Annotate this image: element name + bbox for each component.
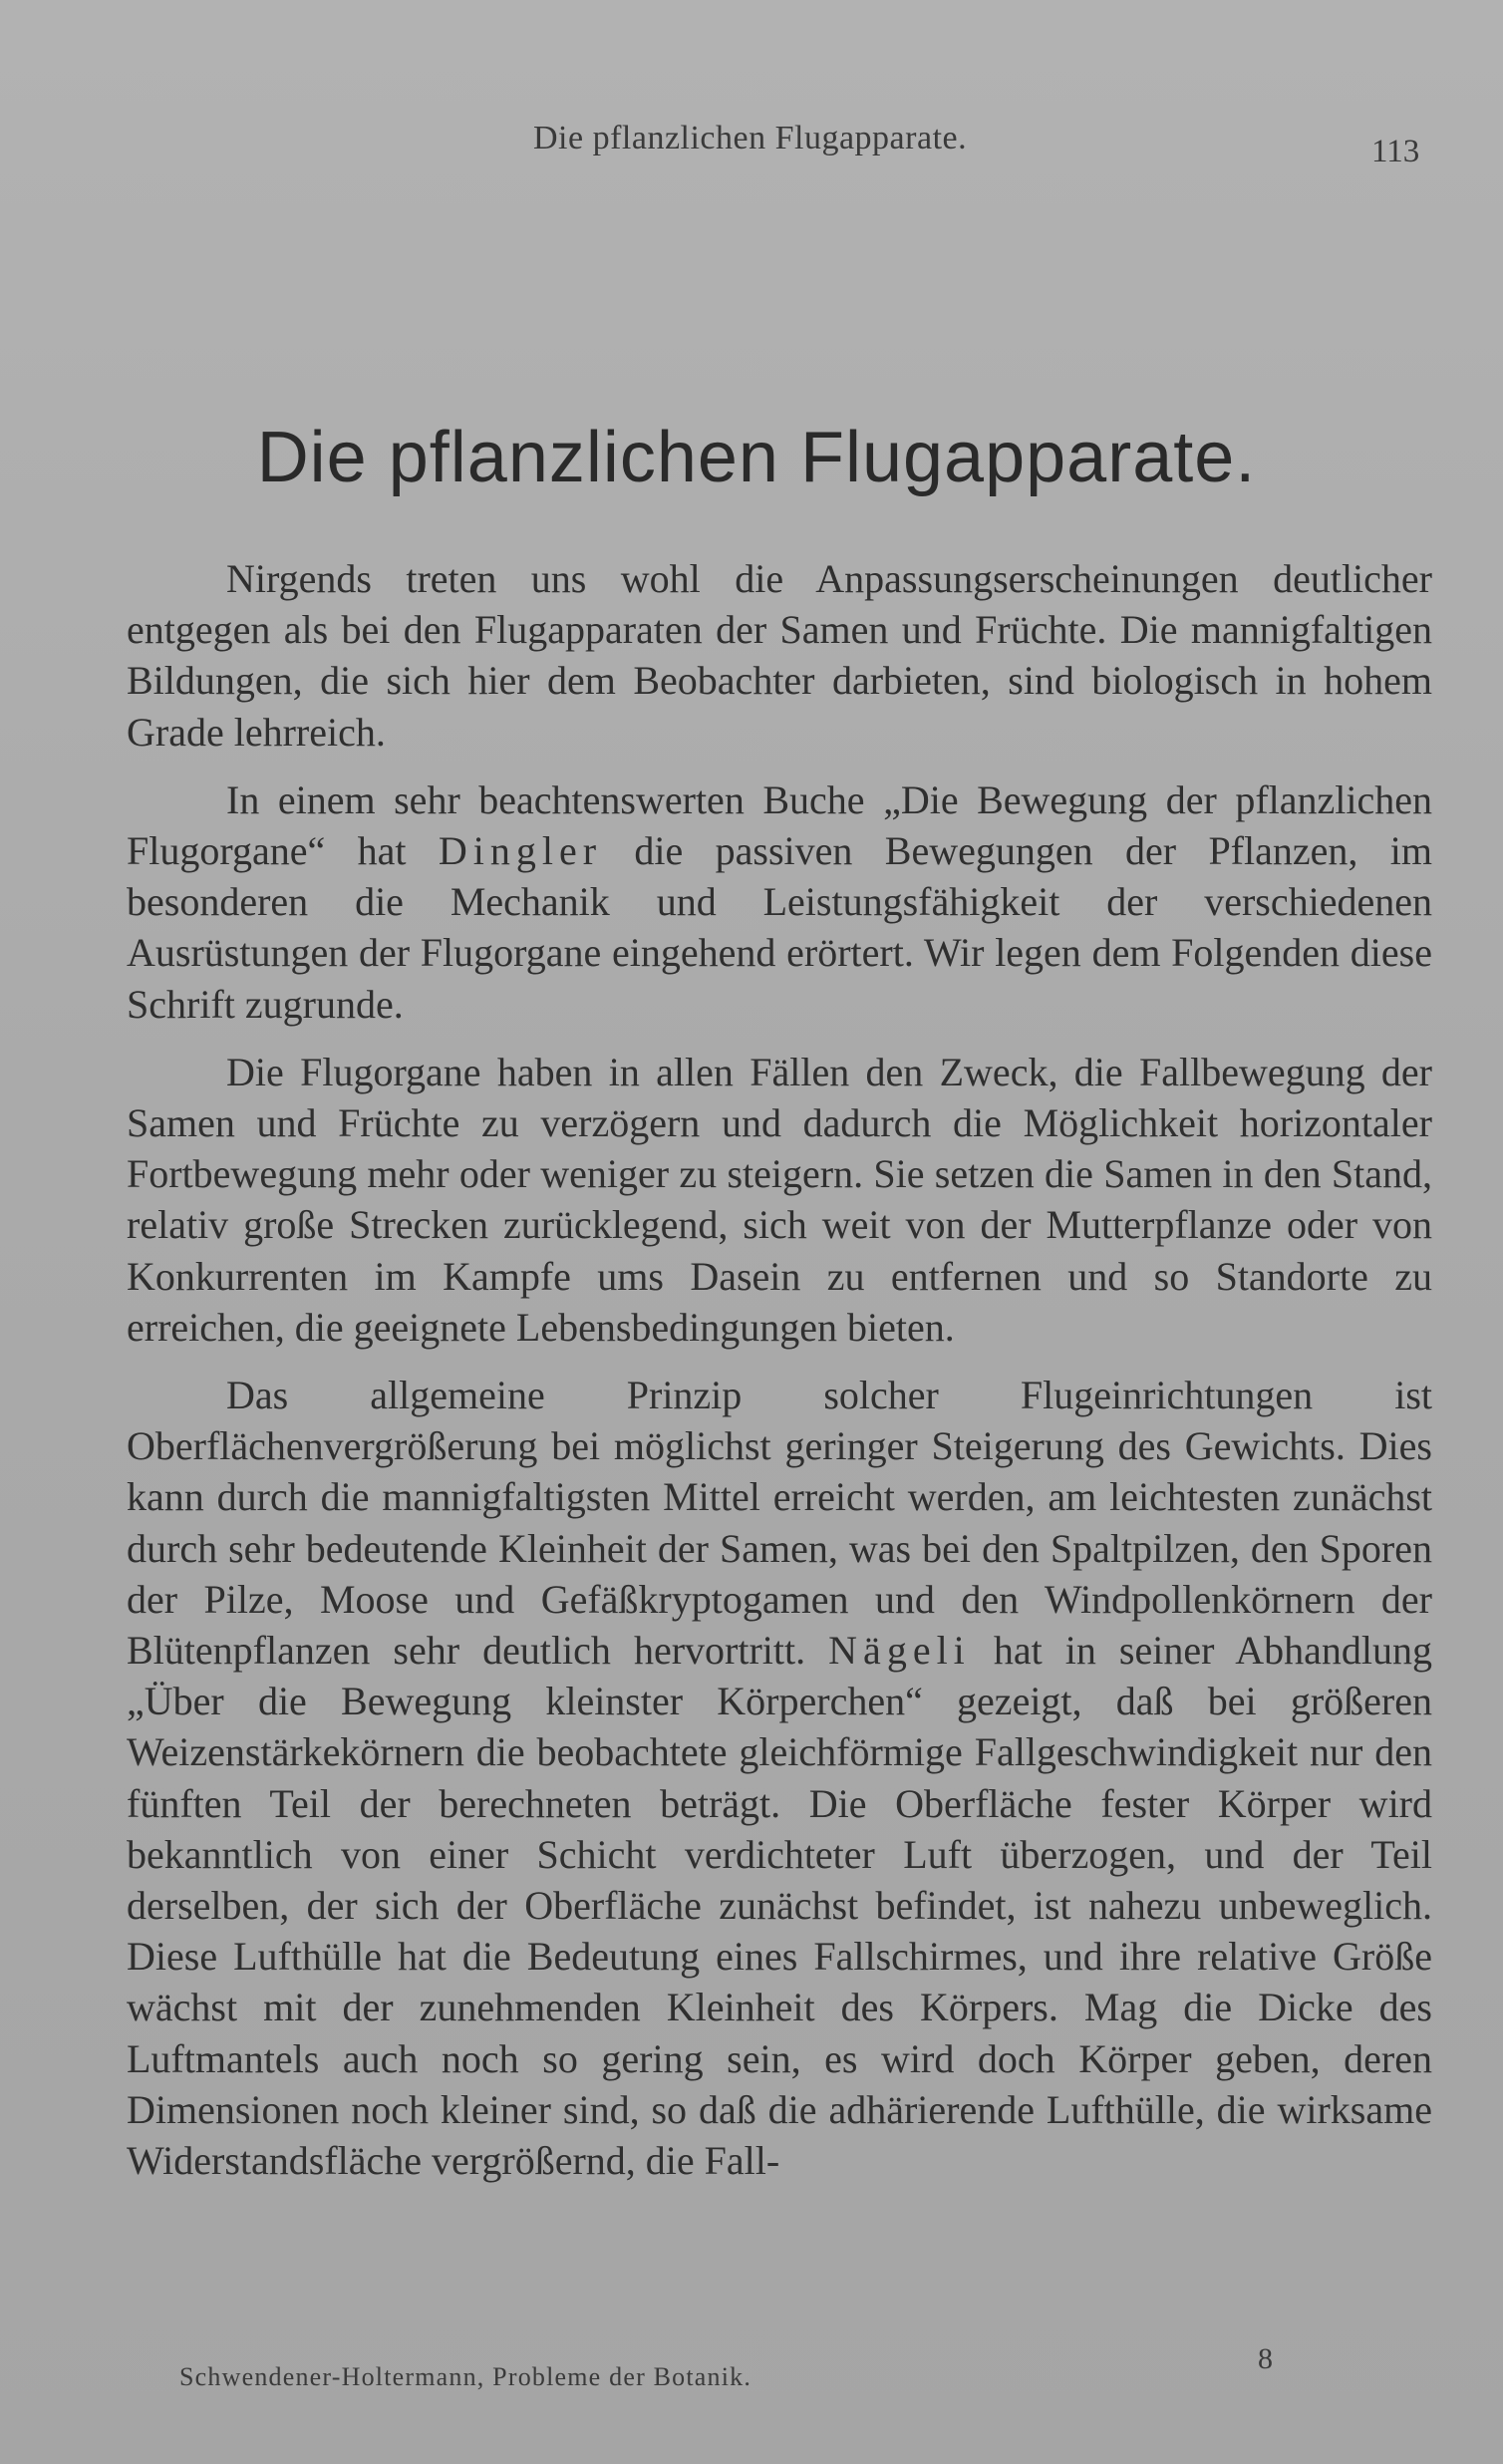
- running-head: [0, 118, 1503, 167]
- page-footer: [0, 2342, 1503, 2392]
- footer-credit: Schwendener-Holtermann, Probleme der Botanik.: [179, 2362, 752, 2391]
- paragraph-4-text-before: Das allgemeine Prinzip solcher Flugeinrichtungen ist Oberflächenvergrößerung bei möglichst geringer Steigerung des Gewichts. Dies kann durch die mannigfaltigsten Mittel erreicht werden, am leichtesten zunächst durch sehr bedeutende Kleinheit der Samen, was bei den Spaltpilzen, den Sporen der Pilze, Moose und Gefäßkryptogamen und den Windpollenkörnern der Blütenpflanzen sehr deutlich hervortritt.: [127, 1373, 1432, 1674]
- paragraph-2-text-before: In einem sehr beachtenswerten Buche „Die Bewegung der pflanzlichen Flugorgane“ hat: [127, 776, 1432, 874]
- running-head-title: Die pflanzlichen Flugapparate.: [533, 120, 968, 156]
- paragraph-1: Nirgends treten uns wohl die Anpassungserscheinungen deutlicher entgegen als bei den Flugapparaten der Samen und Früchte. Die mannigfaltigen Bildungen, die sich hier dem Beobachter darbieten, sind biologisch in hohem Grade lehrreich.: [127, 556, 1432, 755]
- page-number: 113: [1371, 134, 1420, 169]
- paragraph-4-text-after: hat in seiner Abhandlung „Über die Bewegung kleinster Körperchen“ gezeigt, daß bei größeren Weizenstärkekörnern die beobachtete gleichförmige Fallgeschwindigkeit nur den fünften Teil der berechneten beträgt. Die Oberfläche fester Körper wird bekanntlich von einer Schicht verdichteter Luft überzogen, und der Teil derselben, der sich der Oberfläche zunächst befindet, ist nahezu unbeweglich. Diese Lufthülle hat die Bedeutung eines Fallschirmes, und ihre relative Größe wächst mit der zunehmenden Kleinheit des Körpers. Mag die Dicke des Luftmantels auch noch so gering sein, es wird doch Körper geben, deren Dimensionen noch kleiner sind, so daß die adhärierende Lufthülle, die wirksame Widerstandsfläche vergrößernd, die Fall-: [127, 1628, 1432, 2184]
- body-text: [127, 553, 1432, 2203]
- author-name-naegeli: Nägeli: [828, 1628, 971, 1674]
- author-name-dingler: Dingler: [438, 828, 603, 874]
- signature-mark: 8: [1258, 2342, 1273, 2375]
- paragraph-2: [127, 774, 1432, 1030]
- chapter-title: Die pflanzlichen Flugapparate.: [256, 418, 1257, 497]
- paragraph-3: Die Flugorgane haben in allen Fällen den Zweck, die Fallbewegung der Samen und Früchte zu verzögern und dadurch die Möglichkeit horizontaler Fortbewegung mehr oder weniger zu steigern. Sie setzen die Samen in den Stand, relativ große Strecken zurücklegend, sich weit von der Mutterpflanze oder von Konkurrenten im Kampfe ums Dasein zu entfernen und so Standorte zu erreichen, die geeignete Lebensbedingungen bieten.: [127, 1049, 1432, 1350]
- paragraph-2-text-after: die passiven Bewegungen der Pflanzen, im besonderen die Mechanik und Leistungsfähigkeit der verschiedenen Ausrüstungen der Flugorgane eingehend erörtert. Wir legen dem Folgenden diese Schrift zugrunde.: [127, 828, 1432, 1027]
- paragraph-4: [127, 1370, 1432, 2186]
